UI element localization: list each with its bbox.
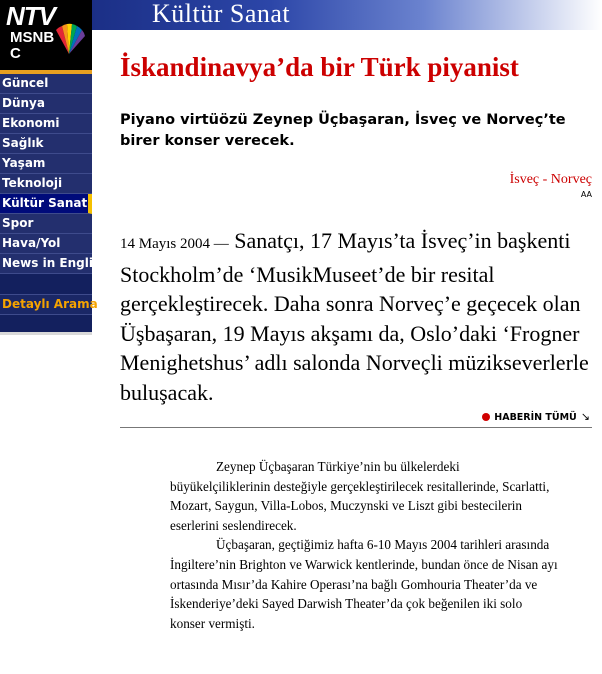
nav-footer: [0, 315, 92, 335]
nav-item-guncel[interactable]: Güncel: [0, 74, 92, 94]
full-story-link[interactable]: [482, 410, 590, 424]
lead-text: Sanatçı, 17 Mayıs’ta İsveç’in başkenti Stockholm’de ‘MusikMuseet’de bir resital gerçekleştirecek. Daha sonra Norveç’e geçecek olan Üşbaşaran, 19 Mayıs akşamı da, Oslo’daki ‘Frogner Menighetshus’ adlı salonda Norveçli müzikseverlerle buluşacak.: [120, 228, 589, 405]
nav-item-news-in-english[interactable]: News in English: [0, 254, 92, 274]
nav-item-dunya[interactable]: Dünya: [0, 94, 92, 114]
article-date: 14 Mayıs 2004 —: [120, 236, 229, 252]
detailed-search-link[interactable]: Detaylı Arama: [0, 295, 92, 315]
nav-item-kultur-sanat[interactable]: Kültür Sanat: [0, 194, 92, 214]
nav-item-ekonomi[interactable]: Ekonomi: [0, 114, 92, 134]
body-paragraph: Zeynep Üçbaşaran Türkiye’nin bu ülkelerdeki büyükelçiliklerinin desteğiyle gerçekleştirilecek resitallerinde, Scarlatti, Mozart, Saygun, Villa-Lobos, Muczynski ve Liszt gibi bestecilerin eserlerini seslendirecek.: [170, 459, 550, 533]
arrow-icon: ↘: [580, 410, 590, 423]
section-title: Kültür Sanat: [152, 0, 291, 28]
logo-msnbc-text: MSNBC: [10, 29, 55, 62]
nav-item-teknoloji[interactable]: Teknoloji: [0, 174, 92, 194]
article-body: [170, 457, 560, 633]
body-paragraph: Üçbaşaran, geçtiğimiz hafta 6-10 Mayıs 2004 tarihleri arasında İngiltere’nin Brighton ve Warwick kentlerinde, bundan önce de Nisan ayı ortasında Mısır’da Kahire Operası’na bağlı Gomhouria Theater’da ve İskenderiye’deki Sayed Darwish Theater’da çok beğenilen iki solo konser vermişti.: [170, 537, 558, 631]
nav-item-saglik[interactable]: Sağlık: [0, 134, 92, 154]
nav-item-yasam[interactable]: Yaşam: [0, 154, 92, 174]
region-link[interactable]: İsveç - Norveç: [509, 172, 592, 187]
nbc-peacock-icon: [50, 22, 88, 56]
article-subtitle: Piyano virtüözü Zeynep Üçbaşaran, İsveç ve Norveç’te birer konser verecek.: [120, 112, 566, 149]
main-navigation: [0, 74, 109, 335]
divider: [120, 427, 592, 428]
red-bullet-icon: [482, 413, 490, 421]
full-story-label: HABERİN TÜMÜ: [494, 412, 577, 423]
article-lead: [120, 226, 600, 407]
article-title: İskandinavya’da bir Türk piyanist: [120, 52, 519, 82]
nav-item-spor[interactable]: Spor: [0, 214, 92, 234]
nav-item-hava-yol[interactable]: Hava/Yol: [0, 234, 92, 254]
logo-ntv-text: NTV: [6, 1, 55, 31]
nav-spacer: [0, 274, 92, 295]
font-size-toggle[interactable]: AA: [580, 190, 592, 199]
ntv-msnbc-logo[interactable]: [0, 0, 92, 74]
sidebar: [0, 0, 109, 328]
